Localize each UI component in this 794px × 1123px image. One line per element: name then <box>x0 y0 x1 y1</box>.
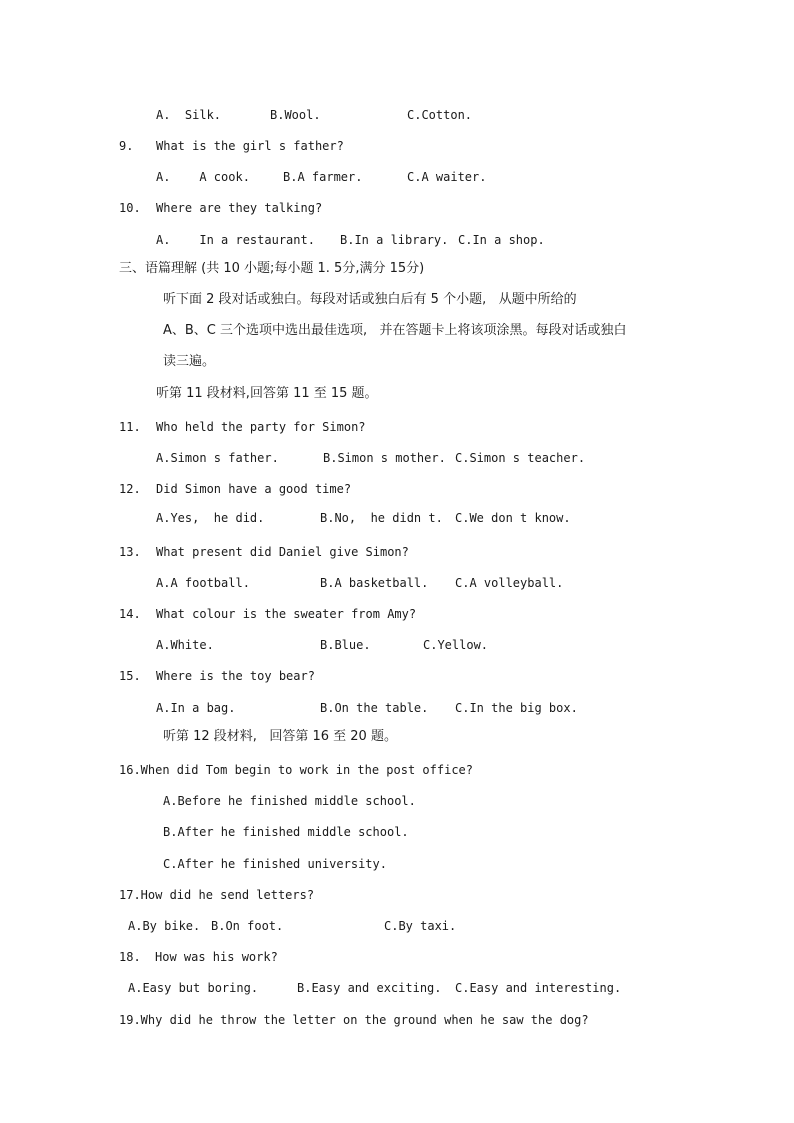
q17-question: 17.How did he send letters? <box>119 888 315 902</box>
q11-option-b: B.Simon s mother. <box>323 451 446 465</box>
q16-option-a: A.Before he finished middle school. <box>163 794 416 808</box>
q18-option-b: B.Easy and exciting. <box>297 981 442 995</box>
q9-option-c: C.A waiter. <box>407 170 487 184</box>
q12-text: Did Simon have a good time? <box>156 482 352 496</box>
q15-option-c: C.In the big box. <box>455 701 578 715</box>
q19-question: 19.Why did he throw the letter on the ground when he saw the dog? <box>119 1013 589 1027</box>
q12-option-a: A.Yes, he did. <box>156 511 265 525</box>
q17-option-a: A.By bike. <box>128 919 201 933</box>
q14-number: 14. <box>119 607 141 621</box>
q15-option-b: B.On the table. <box>320 701 429 715</box>
q16-option-b: B.After he finished middle school. <box>163 825 409 839</box>
section3-heading: 三、语篇理解 (共 10 小题;每小题 1. 5分,满分 15分) <box>119 261 425 276</box>
q14-option-c: C.Yellow. <box>423 638 489 652</box>
q14-option-b: B.Blue. <box>320 638 371 652</box>
q9-option-b: B.A farmer. <box>283 170 363 184</box>
q12-option-b: B.No, he didn t. <box>320 511 443 525</box>
q9-number: 9. <box>119 139 134 153</box>
section3-instruction-2: A、B、C 三个选项中选出最佳选项, 并在答题卡上将该项涂黑。每段对话或独白 <box>163 323 627 338</box>
q16-option-c: C.After he finished university. <box>163 857 387 871</box>
section3-instruction-3: 读三遍。 <box>163 354 216 369</box>
q9-option-a: A. A cook. <box>156 170 250 184</box>
q12-option-c: C.We don t know. <box>455 511 571 525</box>
q17-option-c: C.By taxi. <box>384 919 457 933</box>
q17-option-b: B.On foot. <box>211 919 284 933</box>
q14-text: What colour is the sweater from Amy? <box>156 607 417 621</box>
q15-option-a: A.In a bag. <box>156 701 236 715</box>
q8-option-a: A. Silk. <box>156 108 222 122</box>
q18-text: How was his work? <box>155 950 278 964</box>
q11-option-c: C.Simon s teacher. <box>455 451 586 465</box>
q13-option-c: C.A volleyball. <box>455 576 564 590</box>
q12-number: 12. <box>119 482 141 496</box>
q8-option-b: B.Wool. <box>270 108 321 122</box>
q11-number: 11. <box>119 420 141 434</box>
q18-option-c: C.Easy and interesting. <box>455 981 622 995</box>
q13-text: What present did Daniel give Simon? <box>156 545 409 559</box>
q13-option-a: A.A football. <box>156 576 250 590</box>
q11-option-a: A.Simon s father. <box>156 451 279 465</box>
q14-option-a: A.White. <box>156 638 214 652</box>
q18-option-a: A.Easy but boring. <box>128 981 259 995</box>
q10-option-c: C.In a shop. <box>458 233 545 247</box>
q15-text: Where is the toy bear? <box>156 669 315 683</box>
q18-number: 18. <box>119 950 141 964</box>
section3-instruction-1: 听下面 2 段对话或独白。每段对话或独白后有 5 个小题, 从题中所给的 <box>163 292 577 307</box>
q11-text: Who held the party for Simon? <box>156 420 366 434</box>
q8-option-c: C.Cotton. <box>407 108 473 122</box>
q15-number: 15. <box>119 669 141 683</box>
material-11-instruction: 听第 11 段材料,回答第 11 至 15 题。 <box>156 386 378 401</box>
q9-text: What is the girl s father? <box>156 139 344 153</box>
q10-option-a: A. In a restaurant. <box>156 233 315 247</box>
q13-number: 13. <box>119 545 141 559</box>
q10-option-b: B.In a library. <box>340 233 449 247</box>
q10-number: 10. <box>119 201 141 215</box>
material-12-instruction: 听第 12 段材料, 回答第 16 至 20 题。 <box>163 729 397 744</box>
q16-question: 16.When did Tom begin to work in the post office? <box>119 763 474 777</box>
q10-text: Where are they talking? <box>156 201 323 215</box>
q13-option-b: B.A basketball. <box>320 576 429 590</box>
